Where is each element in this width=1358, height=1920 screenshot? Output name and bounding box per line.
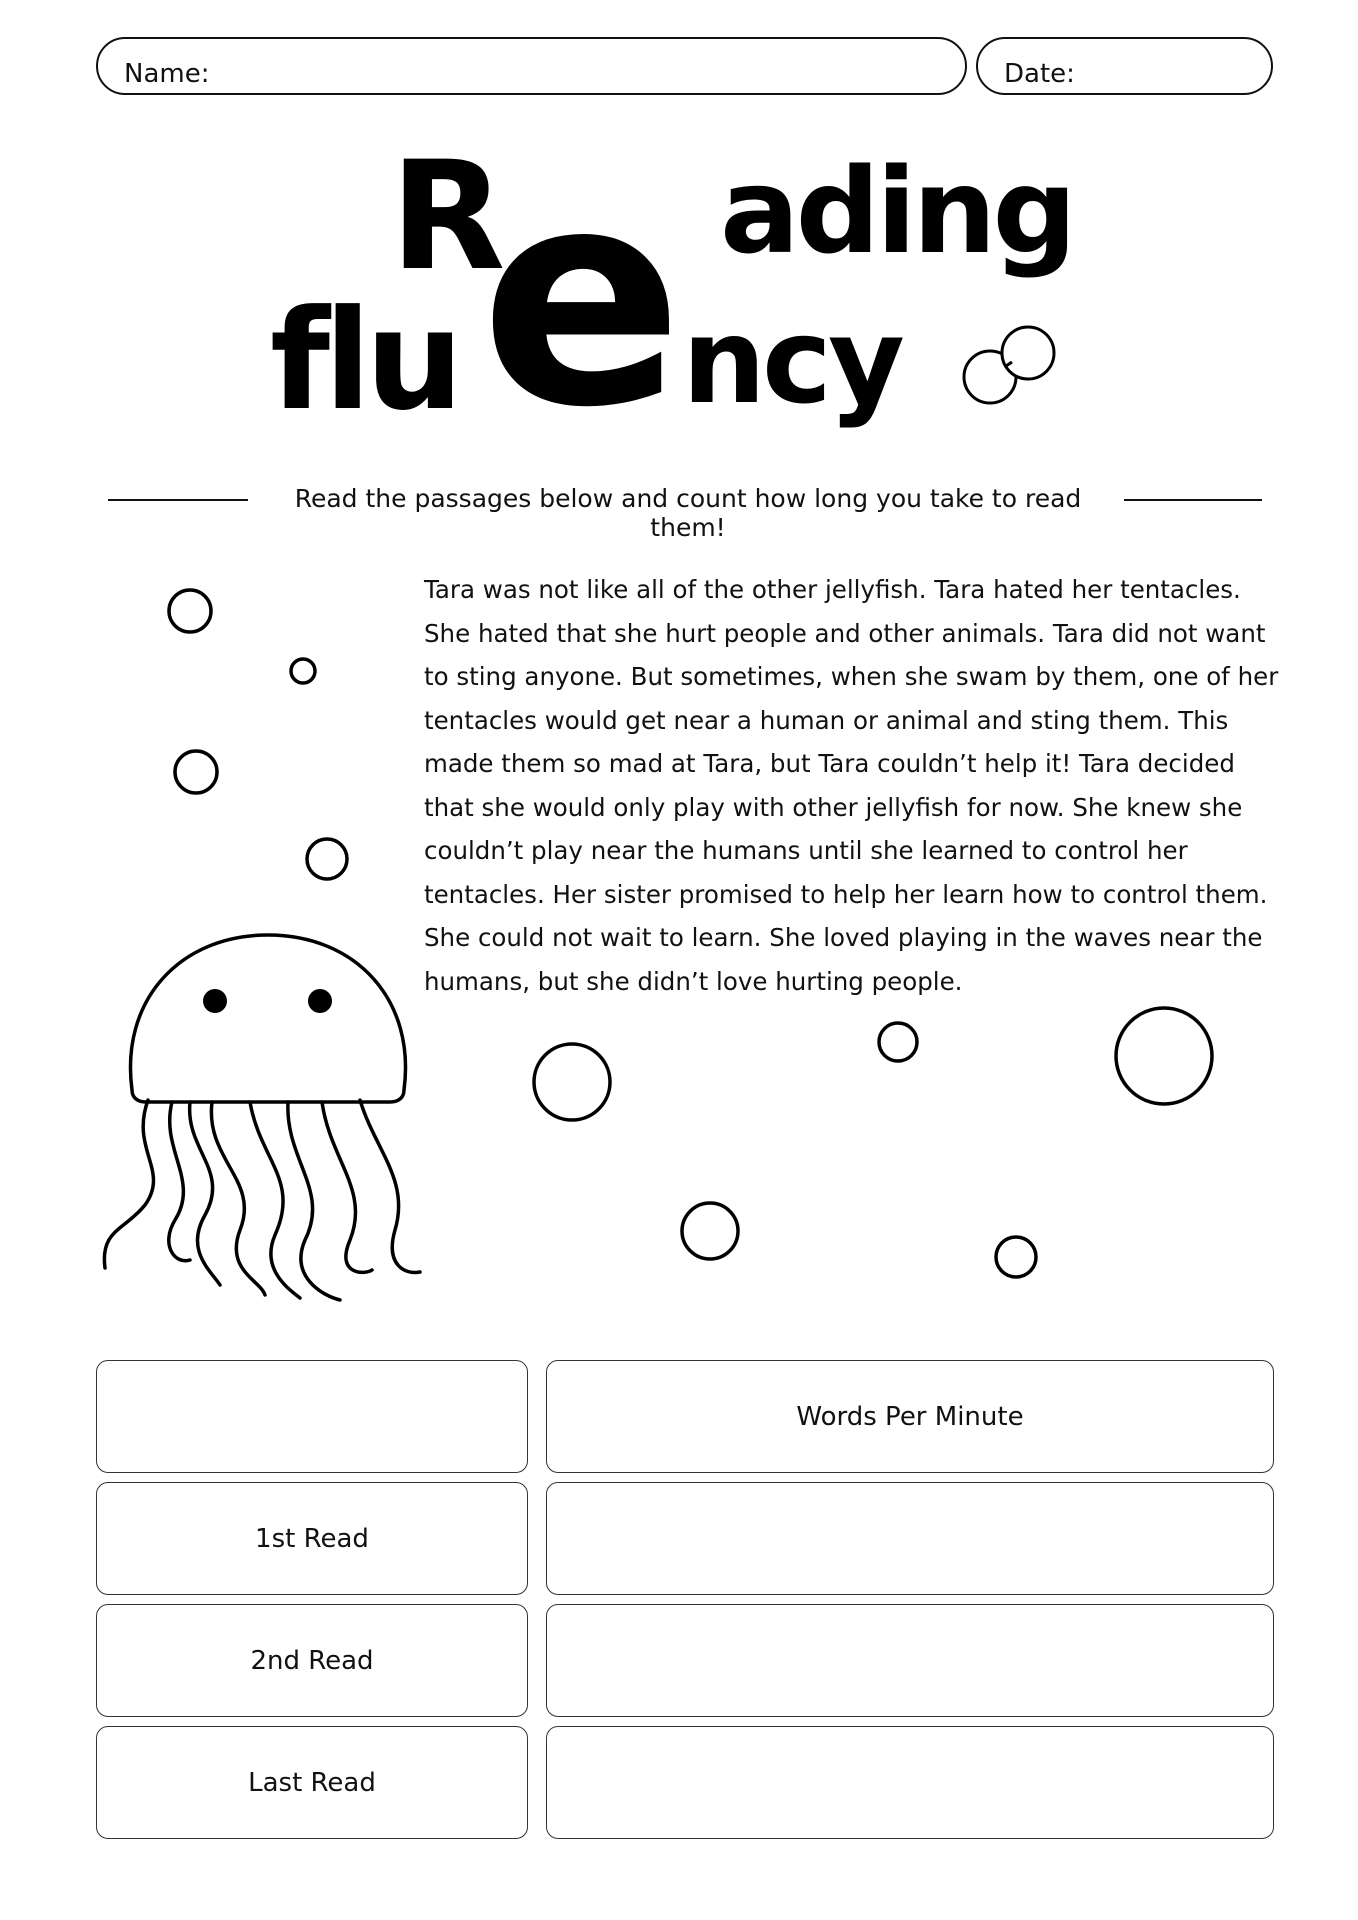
title-letter-e: e — [480, 140, 684, 460]
table-header-empty — [96, 1360, 528, 1473]
wpm-input-last-read[interactable] — [546, 1726, 1274, 1839]
bubble-icon — [291, 659, 315, 683]
passage-text: Tara was not like all of the other jellyfish. Tara hated her tentacles. She hated that she hurt people and other animals. Tara did not want to sting anyone. But sometimes, when she swam by them, one of her tentacles would get near a human or animal and sting them. This made them so mad at Tara, but Tara couldn’t help it! Tara decided that she would only play with other jellyfish for now. She knew she couldn’t play near the humans until she learned to control her tentacles. Her sister promised to help her learn how to control them. She could not wait to learn. She loved playing in the waves near the humans, but she didn’t love hurting people. — [424, 575, 1279, 996]
bubble-icon — [879, 1023, 917, 1061]
title-ncy: ncy — [682, 292, 901, 430]
table-header-wpm: Words Per Minute — [546, 1360, 1274, 1473]
bubble-icon — [534, 1044, 610, 1120]
bubble-icon — [1116, 1008, 1212, 1104]
bubble-icon — [682, 1203, 738, 1259]
bubble-icon — [996, 1237, 1036, 1277]
instructions-text: Read the passages below and count how long you take to read them! — [294, 484, 1082, 542]
row-label-last-read: Last Read — [96, 1726, 528, 1839]
jellyfish-icon — [104, 935, 420, 1300]
bubble-icon — [307, 839, 347, 879]
row-label-1st-read: 1st Read — [96, 1482, 528, 1595]
title-flu: flu — [270, 280, 458, 441]
bubble-icon — [175, 751, 217, 793]
wpm-input-2nd-read[interactable] — [546, 1604, 1274, 1717]
date-label: Date: — [1004, 59, 1075, 89]
title-ading: ading — [720, 142, 1074, 280]
wpm-input-1st-read[interactable] — [546, 1482, 1274, 1595]
name-label: Name: — [124, 59, 210, 89]
title-letter-r: R — [390, 140, 506, 304]
bubble-icon — [169, 590, 211, 632]
row-label-2nd-read: 2nd Read — [96, 1604, 528, 1717]
